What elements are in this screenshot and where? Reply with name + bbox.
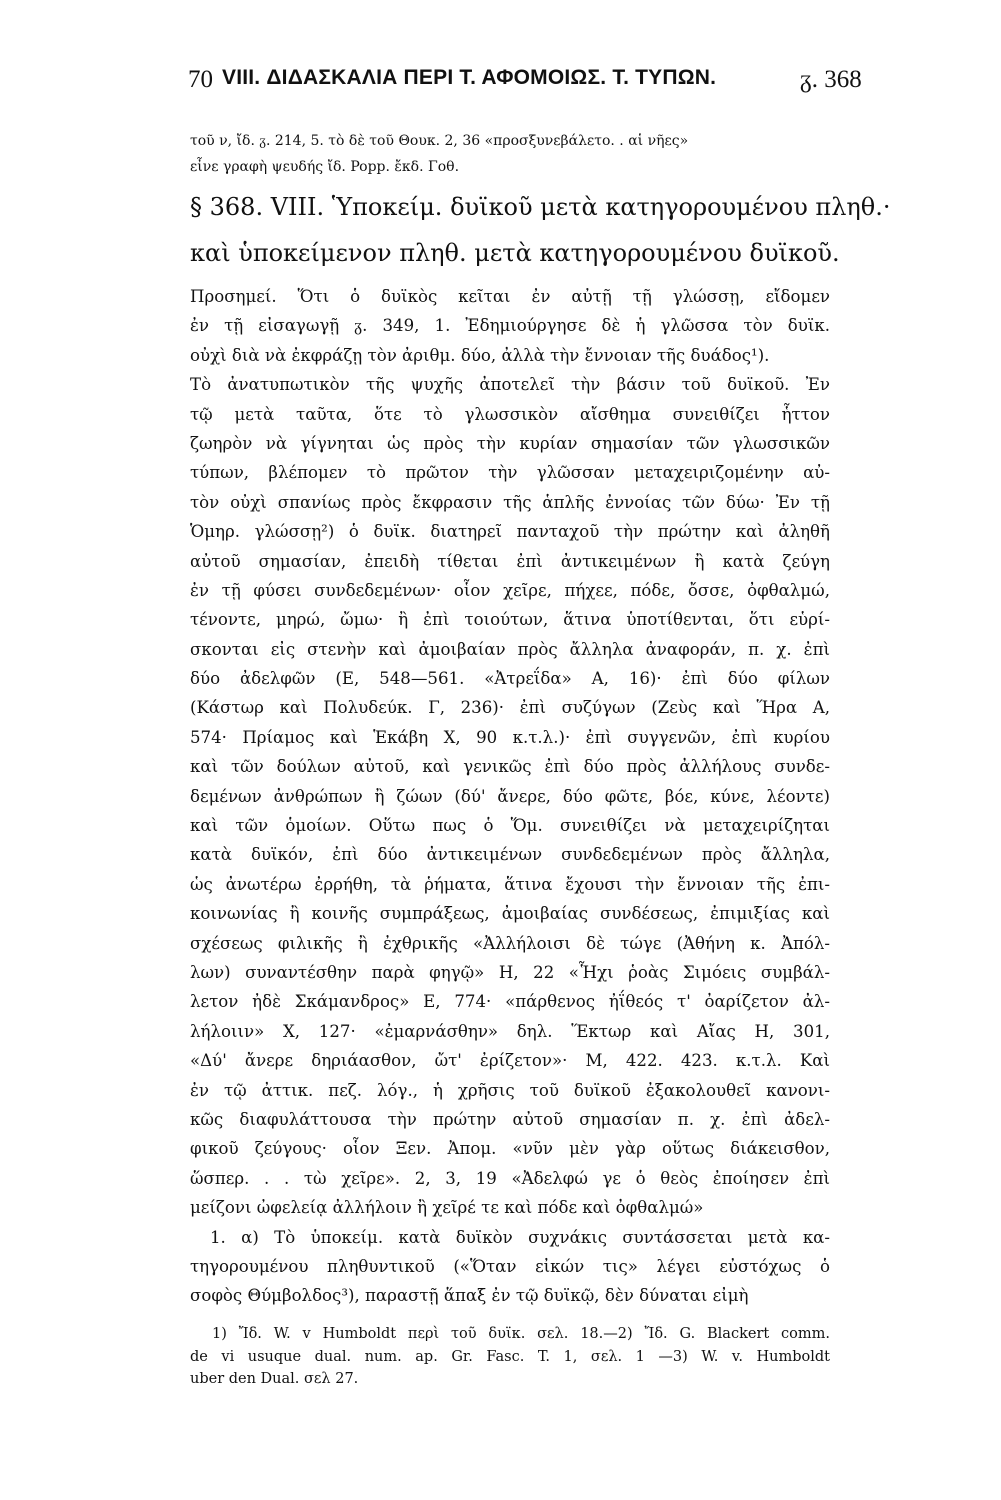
body-line: δεμένων ἀνθρώπων ἢ ζώων (δύ' ἄνερε, δύο φῶτε, βόε, κύνε, λέοντε) (190, 786, 830, 806)
body-line: τῷ μετὰ ταῦτα, ὅτε τὸ γλωσσικὸν αἴσθημα συνειθίζει ἧττον (190, 404, 830, 424)
body-line: κῶς διαφυλάττουσα τὴν πρώτην αὐτοῦ σημασίαν π. χ. ἐπὶ ἀδελ- (190, 1109, 830, 1129)
note-line: εἶνε γραφὴ ψευδής ἴδ. Popp. ἔκδ. Γοθ. (190, 159, 460, 175)
body-line: ἐν τῇ εἰσαγωγῇ ᵹ. 349, 1. Ἐδημιούργησε δὲ ἡ γλῶσσα τὸν δυϊκ. (190, 316, 830, 336)
section-heading-line-1: § 368. VIII. Ὑποκείμ. δυϊκοῦ μετὰ κατηγορουμένου πληθ.· (190, 193, 891, 221)
footnote-line: uber den Dual. σελ 27. (190, 1371, 359, 1387)
body-line: ἐν τῷ ἀττικ. πεζ. λόγ., ἡ χρῆσις τοῦ δυϊκοῦ ἐξακολουθεῖ κανονι- (190, 1080, 830, 1100)
body-line: λετον ἠδὲ Σκάμανδρος» Ε, 774· «πάρθενος ἠΐθεός τ' ὀαρίζετον ἀλ- (190, 992, 830, 1012)
body-line: μείζονι ὠφελείᾳ ἀλλήλοιν ἢ χεῖρέ τε καὶ πόδε καὶ ὀφθαλμώ» (190, 1198, 704, 1218)
body-line: φικοῦ ζεύγους· οἷον Ξεν. Ἀπομ. «νῦν μὲν γὰρ οὕτως διάκεισθον, (190, 1139, 830, 1159)
body-line: Ὁμηρ. γλώσσῃ²) ὁ δυϊκ. διατηρεῖ πανταχοῦ τὴν πρώτην καὶ ἀληθῆ (190, 522, 830, 542)
body-line: σκονται εἰς στενὴν καὶ ἀμοιβαίαν πρὸς ἄλληλα ἀναφοράν, π. χ. ἐπὶ (190, 639, 830, 659)
page-number: 70 (188, 66, 213, 93)
body-line: «Δύ' ἄνερε δηριάασθον, ὤτ' ἐρίζετον»· Μ, 422. 423. κ.τ.λ. Καὶ (190, 1051, 830, 1071)
body-line: λων) συναντέσθην παρὰ φηγῷ» Η, 22 «Ἧχι ῥοὰς Σιμόεις συμβάλ- (190, 962, 830, 982)
body-text (190, 282, 830, 1311)
body-line: οὐχὶ διὰ νὰ ἐκφράζῃ τὸν ἀριθμ. δύο, ἀλλὰ τὴν ἔννοιαν τῆς δυάδος¹). (190, 345, 770, 365)
body-line: (Κάστωρ καὶ Πολυδεύκ. Γ, 236)· ἐπὶ συζύγων (Ζεὺς καὶ Ἥρα Α, (190, 698, 830, 718)
body-line: ὥσπερ. . . τὼ χεῖρε». 2, 3, 19 «Ἀδελφώ γε ὁ θεὸς ἐποίησεν ἐπὶ (190, 1168, 830, 1188)
note-line: τοῦ ν, ἴδ. ᵹ. 214, 5. τὸ δὲ τοῦ Θουκ. 2, 36 «προσξυνεβάλετο. . αἱ νῆες» (190, 133, 689, 149)
footnotes (190, 1323, 830, 1391)
body-line: τηγορουμένου πληθυντικοῦ («Ὅταν εἰκών τις» λέγει εὐστόχως ὁ (190, 1256, 830, 1276)
running-head-title: VIII. ΔΙΔΑΣΚΑΛΙΑ ΠΕΡΙ Τ. ΑΦΟΜΟΙΩΣ. Τ. ΤΥΠΩΝ. (222, 66, 717, 89)
body-line: ζωηρὸν νὰ γίγνηται ὡς πρὸς τὴν κυρίαν σημασίαν τῶν γλωσσικῶν (190, 433, 830, 453)
running-head-section: ᵹ. 368 (800, 66, 862, 93)
body-line: καὶ τῶν ὁμοίων. Οὕτω πως ὁ Ὅμ. συνειθίζει νὰ μεταχειρίζηται (190, 816, 830, 836)
body-line: λήλοιιν» Χ, 127· «ἐμαρνάσθην» δηλ. Ἕκτωρ καὶ Αἴας Η, 301, (190, 1021, 830, 1041)
body-line: ὡς ἀνωτέρω ἐρρήθη, τὰ ῥήματα, ἅτινα ἔχουσι τὴν ἔννοιαν τῆς ἐπι- (190, 874, 830, 894)
section-heading-line-2: καὶ ὑποκείμενον πληθ. μετὰ κατηγορουμένου δυϊκοῦ. (190, 239, 840, 267)
footnote-line: de vi usuque dual. num. ap. Gr. Fasc. T. 1, σελ. 1 —3) W. v. Humboldt (190, 1348, 830, 1365)
body-line: τὸν οὐχὶ σπανίως πρὸς ἔκφρασιν τῆς ἁπλῆς ἐννοίας τῶν δύω· Ἐν τῇ (190, 492, 830, 512)
continued-note (190, 128, 830, 180)
body-line: ἐν τῇ φύσει συνδεδεμένων· οἷον χεῖρε, πήχεε, πόδε, ὄσσε, ὀφθαλμώ, (190, 580, 830, 600)
running-head (188, 66, 862, 106)
body-line: τένοντε, μηρώ, ὤμω· ἢ ἐπὶ τοιούτων, ἅτινα ὑποτίθενται, ὅτι εὑρί- (190, 610, 830, 630)
body-line: καὶ τῶν δούλων αὐτοῦ, καὶ γενικῶς ἐπὶ δύο πρὸς ἀλλήλους συνδε- (190, 757, 830, 777)
body-line: 1. α) Τὸ ὑποκείμ. κατὰ δυϊκὸν συχνάκις συντάσσεται μετὰ κα- (210, 1227, 830, 1247)
footnote-line: 1) Ἴδ. W. v Humboldt περὶ τοῦ δυϊκ. σελ. 18.—2) Ἴδ. G. Blackert comm. (212, 1326, 830, 1342)
section-heading (190, 184, 891, 276)
body-line: κοινωνίας ἢ κοινῆς συμπράξεως, ἀμοιβαίας συνδέσεως, ἐπιμιξίας καὶ (190, 904, 830, 924)
body-line: δύο ἀδελφῶν (Ε, 548—561. «Ἀτρεΐδα» Α, 16)· ἐπὶ δύο φίλων (190, 669, 830, 689)
body-line: 574· Πρίαμος καὶ Ἑκάβη Χ, 90 κ.τ.λ.)· ἐπὶ συγγενῶν, ἐπὶ κυρίου (190, 727, 830, 747)
body-line: κατὰ δυϊκόν, ἐπὶ δύο ἀντικειμένων συνδεδεμένων πρὸς ἄλληλα, (190, 845, 830, 865)
body-line: σχέσεως φιλικῆς ἢ ἐχθρικῆς «Ἀλλήλοισι δὲ τώγε (Ἀθήνη κ. Ἀπόλ- (190, 933, 830, 953)
body-line: σοφὸς Θύμβολδος³), παραστῇ ἅπαξ ἐν τῷ δυϊκῷ, δὲν δύναται εἰμὴ (190, 1286, 749, 1306)
body-line: αὐτοῦ σημασίαν, ἐπειδὴ τίθεται ἐπὶ ἀντικειμένων ἢ κατὰ ζεύγη (190, 551, 830, 571)
body-line: Τὸ ἀνατυπωτικὸν τῆς ψυχῆς ἀποτελεῖ τὴν βάσιν τοῦ δυϊκοῦ. Ἐν (190, 375, 830, 395)
body-line: τύπων, βλέπομεν τὸ πρῶτον τὴν γλῶσσαν μεταχειριζομένην αὐ- (190, 463, 830, 483)
body-line: Προσημεί. Ὅτι ὁ δυϊκὸς κεῖται ἐν αὐτῇ τῇ γλώσσῃ, εἴδομεν (190, 287, 830, 306)
